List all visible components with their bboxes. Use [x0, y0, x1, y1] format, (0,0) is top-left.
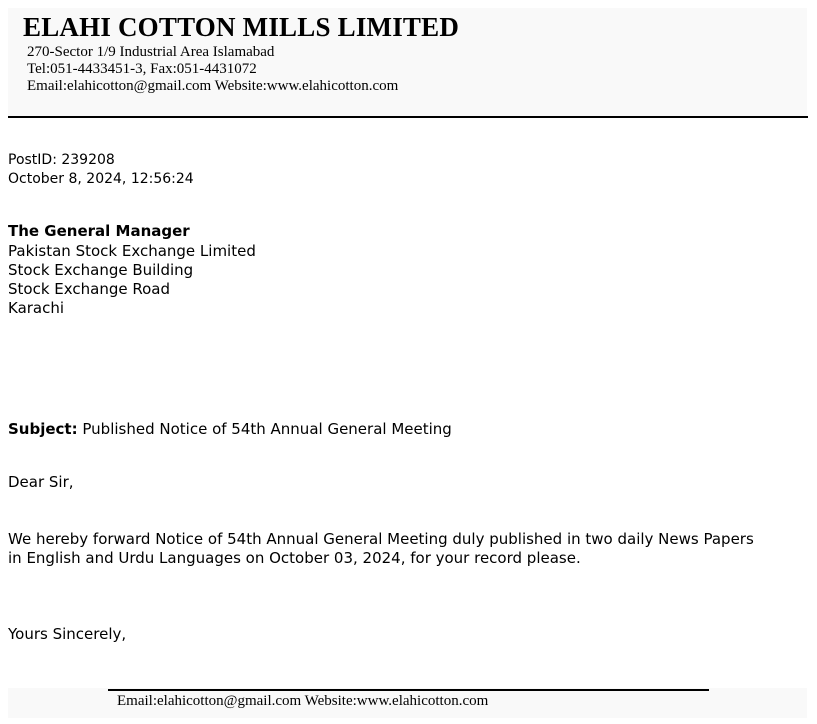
company-name: ELAHI COTTON MILLS LIMITED [23, 12, 460, 42]
recipient-line-organization: Pakistan Stock Exchange Limited [8, 242, 256, 260]
body-line: We hereby forward Notice of 54th Annual General Meeting duly published in two daily News Papers [8, 530, 754, 548]
company-phone-fax: Tel:051-4433451-3, Fax:051-4431072 [27, 61, 257, 77]
subject-label: Subject: [8, 420, 78, 438]
footer-divider [108, 689, 709, 691]
company-address: 270-Sector 1/9 Industrial Area Islamabad [27, 44, 275, 60]
post-id: PostID: 239208 [8, 152, 115, 168]
recipient-line-building: Stock Exchange Building [8, 261, 194, 279]
subject-line [8, 420, 452, 438]
closing: Yours Sincerely, [8, 625, 127, 643]
body-line: in English and Urdu Languages on October 03, 2024, for your record please. [8, 549, 581, 567]
recipient-line-road: Stock Exchange Road [8, 280, 170, 298]
letterhead [8, 8, 807, 116]
post-date: October 8, 2024, 12:56:24 [8, 171, 194, 187]
company-email-website: Email:elahicotton@gmail.com Website:www.elahicotton.com [27, 78, 399, 94]
salutation: Dear Sir, [8, 473, 74, 491]
footer-email-website: Email:elahicotton@gmail.com Website:www.elahicotton.com [117, 693, 489, 709]
recipient-title: The General Manager [8, 222, 190, 240]
footer [8, 688, 807, 718]
header-divider [8, 116, 808, 118]
recipient-line-city: Karachi [8, 299, 65, 317]
subject-text: Published Notice of 54th Annual General Meeting [82, 420, 452, 438]
